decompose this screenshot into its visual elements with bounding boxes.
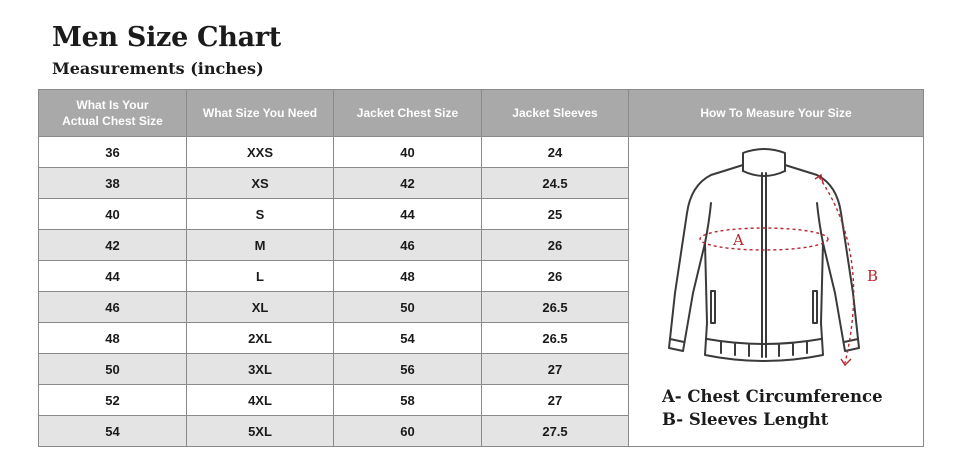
cell-actual-chest: 52 — [39, 385, 187, 416]
cell-actual-chest: 54 — [39, 416, 187, 447]
cell-sleeves: 27 — [482, 354, 629, 385]
cell-size: XXS — [187, 137, 334, 168]
cell-size: L — [187, 261, 334, 292]
cell-actual-chest: 44 — [39, 261, 187, 292]
cell-jacket-chest: 48 — [334, 261, 482, 292]
cell-jacket-chest: 40 — [334, 137, 482, 168]
cell-sleeves: 27 — [482, 385, 629, 416]
cell-size: 5XL — [187, 416, 334, 447]
header-jacket-chest: Jacket Chest Size — [334, 90, 482, 137]
cell-jacket-chest: 42 — [334, 168, 482, 199]
cell-actual-chest: 50 — [39, 354, 187, 385]
cell-sleeves: 27.5 — [482, 416, 629, 447]
cell-actual-chest: 46 — [39, 292, 187, 323]
cell-jacket-chest: 58 — [334, 385, 482, 416]
cell-sleeves: 26 — [482, 261, 629, 292]
header-row — [39, 90, 924, 137]
size-table — [38, 89, 924, 447]
cell-size: 3XL — [187, 354, 334, 385]
cell-size: S — [187, 199, 334, 230]
cell-jacket-chest: 56 — [334, 354, 482, 385]
cell-jacket-chest: 50 — [334, 292, 482, 323]
header-actual-chest — [39, 90, 187, 137]
cell-sleeves: 24 — [482, 137, 629, 168]
cell-size: 2XL — [187, 323, 334, 354]
cell-jacket-chest: 54 — [334, 323, 482, 354]
cell-sleeves: 26 — [482, 230, 629, 261]
table-row — [39, 137, 924, 168]
cell-size: M — [187, 230, 334, 261]
cell-sleeves: 26.5 — [482, 292, 629, 323]
cell-jacket-chest: 46 — [334, 230, 482, 261]
cell-actual-chest: 48 — [39, 323, 187, 354]
header-actual-chest-line1: What Is Your — [76, 98, 149, 112]
chart-title: Men Size Chart — [52, 22, 281, 53]
header-actual-chest-line2: Actual Chest Size — [62, 114, 163, 128]
cell-actual-chest: 36 — [39, 137, 187, 168]
diagram-label-a: A — [733, 231, 744, 249]
cell-actual-chest: 40 — [39, 199, 187, 230]
cell-actual-chest: 42 — [39, 230, 187, 261]
cell-actual-chest: 38 — [39, 168, 187, 199]
measure-diagram-cell — [629, 137, 924, 447]
chart-subtitle: Measurements (inches) — [52, 59, 264, 78]
jacket-diagram-icon — [649, 143, 899, 378]
cell-sleeves: 26.5 — [482, 323, 629, 354]
cell-jacket-chest: 60 — [334, 416, 482, 447]
cell-jacket-chest: 44 — [334, 199, 482, 230]
header-jacket-sleeves: Jacket Sleeves — [482, 90, 629, 137]
cell-size: XL — [187, 292, 334, 323]
header-size-needed: What Size You Need — [187, 90, 334, 137]
diagram-label-b: B — [867, 267, 879, 285]
header-how-to-measure: How To Measure Your Size — [629, 90, 924, 137]
legend-sleeves-length: B- Sleeves Lenght — [662, 410, 829, 429]
cell-size: XS — [187, 168, 334, 199]
cell-sleeves: 24.5 — [482, 168, 629, 199]
cell-sleeves: 25 — [482, 199, 629, 230]
legend-chest-circumference: A- Chest Circumference — [662, 387, 883, 406]
cell-size: 4XL — [187, 385, 334, 416]
